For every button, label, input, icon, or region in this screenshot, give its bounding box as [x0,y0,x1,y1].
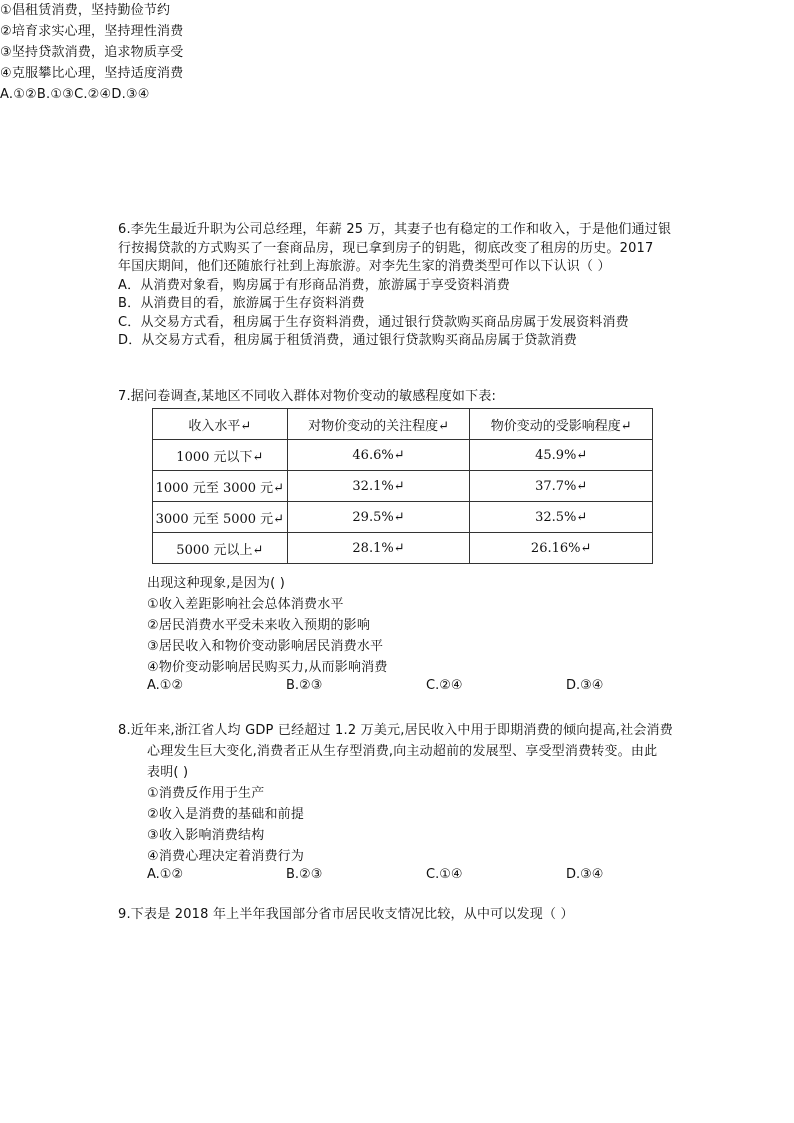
table-header-cell: 物价变动的受影响程度↵ [470,409,653,440]
q9-stem: 9.下表是 2018 年上半年我国部分省市居民收支情况比较，从中可以发现（ ） [118,907,574,922]
q5-item-1: ①倡租赁消费，坚持勤俭节约 [0,3,171,18]
q6-stem-line-1: 6.李先生最近升职为公司总经理，年薪 25 万，其妻子也有稳定的工作和收入，于是他们通过银 [118,222,672,237]
table-header-cell: 对物价变动的关注程度↵ [287,409,470,440]
question-8 [118,720,673,783]
q5-item-4: ④克服攀比心理，坚持适度消费 [0,66,184,81]
q7-option-a: A.①② [147,678,184,693]
q8-item-3: ③收入影响消费结构 [147,828,265,843]
table-row [153,502,653,533]
table-cell: 28.1%↵ [287,533,470,564]
q8-option-a: A.①② [147,867,184,882]
table-cell: 3000 元至 5000 元↵ [153,502,288,533]
q7-options [147,678,604,698]
q5-item-3: ③坚持贷款消费，追求物质享受 [0,45,184,60]
q8-item-1: ①消费反作用于生产 [147,786,265,801]
q8-stem-line-1: 8.近年来,浙江省人均 GDP 已经超过 1.2 万美元,居民收入中用于即期消费的倾向提高,社会消费 [118,723,673,738]
q7-item-4: ④物价变动影响居民购买力,从而影响消费 [147,660,388,675]
table-header-cell: 收入水平↵ [153,409,288,440]
q7-item-1: ①收入差距影响社会总体消费水平 [147,597,344,612]
q5-item-2: ②培育求实心理，坚持理性消费 [0,24,184,39]
table-cell: 26.16%↵ [470,533,653,564]
table-cell: 29.5%↵ [287,502,470,533]
income-sensitivity-table [152,408,653,564]
table-cell: 32.5%↵ [470,502,653,533]
q6-option-a: A．从消费对象看，购房属于有形商品消费，旅游属于享受资料消费 [118,277,510,293]
q8-stem-line-2: 心理发生巨大变化,消费者正从生存型消费,向主动超前的发展型、享受型消费转变。由此 [147,744,658,759]
table-row [153,440,653,471]
table-cell: 1000 元至 3000 元↵ [153,471,288,502]
q6-option-b: B．从消费目的看，旅游属于生存资料消费 [118,296,365,311]
table-row [153,471,653,502]
q8-stem-line-3: 表明( ) [147,765,189,780]
table-cell: 32.1%↵ [287,471,470,502]
q7-item-2: ②居民消费水平受未来收入预期的影响 [147,618,371,633]
q8-option-b: B.②③ [286,867,323,882]
question-5 [0,0,794,105]
table-header-row [153,409,653,440]
q7-question: 出现这种现象,是因为( ) [147,576,286,591]
table-cell: 46.6%↵ [287,440,470,471]
q8-item-2: ②收入是消费的基础和前提 [147,807,305,822]
q8-option-d: D.③④ [566,867,604,882]
table-row [153,533,653,564]
q6-stem-line-3: 年国庆期间，他们还随旅行社到上海旅游。对李先生家的消费类型可作以下认识（ ） [118,259,611,274]
table-cell: 45.9%↵ [470,440,653,471]
q8-body [147,783,604,887]
q6-option-c: C．从交易方式看，租房属于生存资料消费，通过银行贷款购买商品房属于发展资料消费 [118,314,629,330]
q5-options: A.①②B.①③C.②④D.③④ [0,87,150,102]
table-cell: 5000 元以上↵ [153,533,288,564]
q8-options [147,867,604,887]
table-cell: 37.7%↵ [470,471,653,502]
q6-option-d: D．从交易方式看，租房属于租赁消费，通过银行贷款购买商品房属于贷款消费 [118,333,578,348]
q7-body [147,573,604,698]
question-6 [118,221,671,351]
q7-option-b: B.②③ [286,678,323,693]
q8-item-4: ④消费心理决定着消费行为 [147,849,305,864]
q8-option-c: C.①④ [426,867,463,882]
q6-stem-line-2: 行按揭贷款的方式购买了一套商品房，现已拿到房子的钥匙，彻底改变了租房的历史。2017 [118,240,654,256]
q7-option-c: C.②④ [426,678,463,693]
table-cell: 1000 元以下↵ [153,440,288,471]
q7-option-d: D.③④ [566,678,604,693]
q7-item-3: ③居民收入和物价变动影响居民消费水平 [147,639,384,654]
q7-stem: 7.据问卷调查,某地区不同收入群体对物价变动的敏感程度如下表: [118,389,497,404]
